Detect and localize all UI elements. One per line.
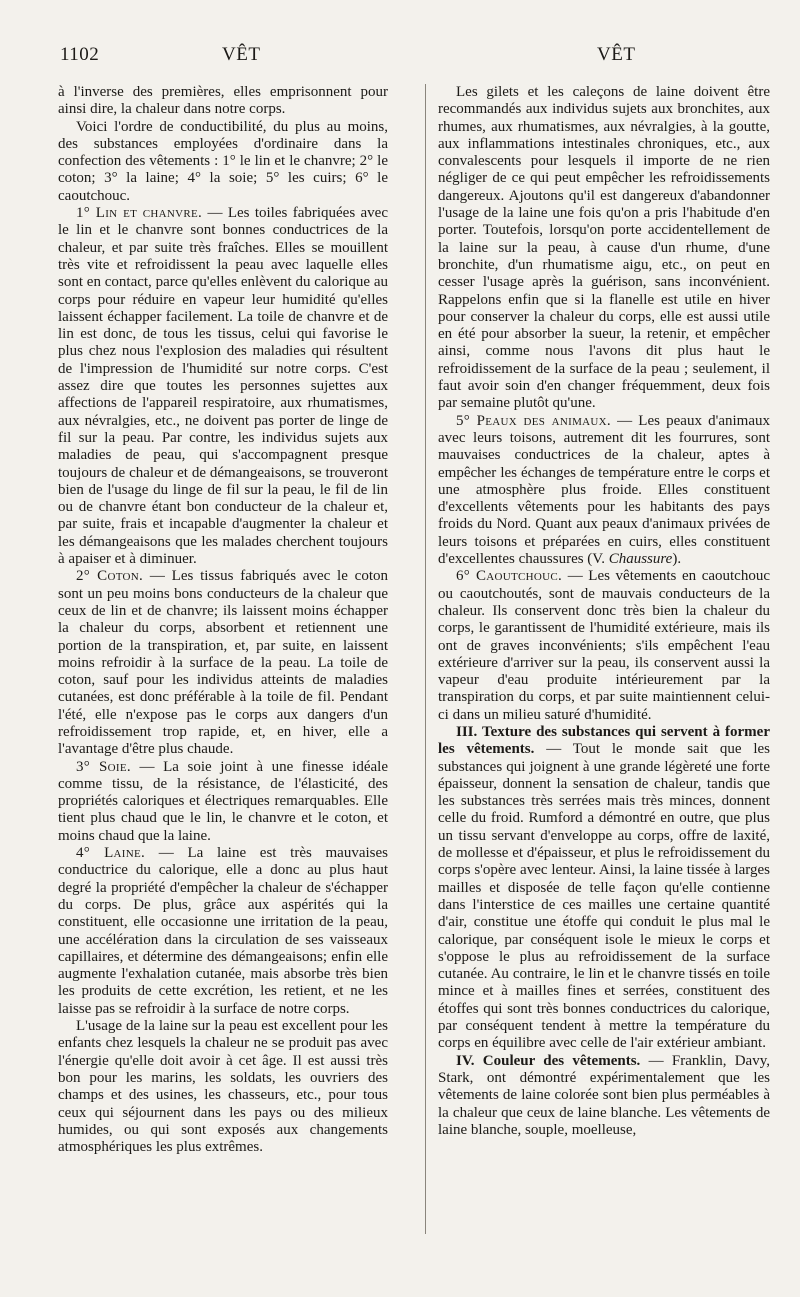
paragraph-text: — Les peaux d'animaux avec leurs toisons, autrement dit les fourrures, sont mauvaises conductrices de la chaleur, aptes à empêcher les échanges de température entre le corps et une atmosphère plus froide. Elles constituent d'excellents vêtements pour les habitants des pays froids du Nord. Quant aux peaux d'animaux privées de leurs toisons et préparées en cuirs, elles constituent d'excellentes chaussures (V. [438,412,770,568]
paragraph-text: — La laine est très mauvaises conductrice du calorique, elle a donc au plus haut degré la propriété d'empêcher la chaleur de s'échapper du corps. De plus, grâce aux aspérités qui la constituent, elle occasionne une irritation de la peau, une accélération dans la circulation de ses vaisseaux capillaires, et détermine des démangeaisons; enfin elle augmente l'exhalation cutanée, mais absorbe très bien les produits de cette excrétion, les retient, et ne les laisse pas se refroidir à la surface de notre corps. [58,845,388,1017]
section-heading: 6° Caoutchouc. [456,568,563,585]
section-heading: 1° Lin et chanvre. [76,205,203,222]
page-number: 1102 [60,44,100,65]
section-heading: 5° Peaux des animaux. [456,412,611,429]
paragraph-couleur [438,1053,770,1139]
paragraph-text: — Les tissus fabriqués avec le coton sont un peu moins bons conducteurs de la chaleur que ceux de lin et de chanvre; ils laissent moins échapper la chaleur du corps, absorbent et retiennent une portion de la transpiration, et, par suite, en laissent moins refroidir à la surface de la peau. La toile de coton, sauf pour les individus atteints de maladies cutanées, est donc préférable à la toile de fil. Pendant l'été, elle n'expose pas le corps aux dangers d'un refroidissement trop rapide, et, en hiver, elle a l'avantage d'être plus chaude. [58,568,388,758]
paragraph-text: — Les toiles fabriquées avec le lin et le chanvre sont bonnes conductrices de la chaleur, et par suite très fraîches. Elles se mouillent très vite et refroidissent la peau avec laquelle elles sont en contact, parce qu'elles enlèvent du calorique au corps pour réduire en vapeur leur humidité qu'elles laissent échapper facilement. La toile de chanvre et de lin est donc, de tous les tissus, celui qui favorise le plus chez nous l'explosion des maladies qui résultent de l'impression de l'humidité sur notre corps. C'est assez dire que toutes les personnes sujettes aux affections de l'appareil respiratoire, aux rhumatismes, aux névralgies, etc., ne doivent pas porter de linge de fil sur la peau. Par contre, les individus sujets aux maladies de peau, qui s'accompagnent presque toujours de chaleur et de démangeaisons, se trouveront bien de l'usage du linge de fil sur la peau, le fil de lin ou de chanvre étant bon conducteur de la chaleur et, par suite, frais et incapable d'augmenter la chaleur et les démangeaisons que les malades cherchent toujours à apaiser et à diminuer. [58,205,388,568]
paragraph-soie [58,759,388,845]
column-divider [425,84,426,1234]
section-heading: 4° Laine. [76,845,146,862]
paragraph-laine [58,845,388,1018]
paragraph-texture [438,724,770,1053]
running-header [60,44,790,74]
paragraph: à l'inverse des premières, elles emprisonnent pour ainsi dire, la chaleur dans notre corps. [58,84,388,118]
paragraph: Voici l'ordre de conductibilité, du plus au moins, des substances employées d'ordinaire dans la confection des vêtements : 1° le lin et le chanvre; 2° le coton; 3° la laine; 4° la soie; 5° les cuirs; 6° le caoutchouc. [58,118,388,204]
section-heading: 2° Coton. [76,568,144,585]
paragraph: Les gilets et les caleçons de laine doivent être recommandés aux individus sujets aux bronchites, aux rhumes, aux rhumatismes, aux névralgies, à la goutte, aux inflammations intestinales chroniques, etc., aux convalescents pour lesquels il importe de ne rien négliger de ce qui peut empêcher les refroidissements dangereux. Ajoutons qu'il est dangereux d'abandonner l'usage de la laine une fois qu'on a pris l'habitude d'en porter. Toutefois, lorsqu'on porte accidentellement de la laine sur la peau, à cause d'un rhume, d'une bronchite, d'un rhumatisme aigu, etc., on peut en cesser l'usage après la guérison, sans inconvénient. Rappelons enfin que si la flanelle est utile en hiver pour conserver la chaleur du corps, elle est aussi utile en été pour absorber la sueur, la retenir, et empêcher ainsi, comme nous l'avons dit plus haut le refroidissement de la surface de la peau ; seulement, il faut avoir soin d'en changer fréquemment, deux fois par semaine plutôt qu'une. [438,84,770,412]
left-column [58,84,388,1156]
paragraph-peaux [438,413,770,569]
paragraph-text: — La soie joint à une finesse idéale comme tissu, de la résistance, de l'élasticité, des propriétés caloriques et électriques remarquables. Elle tient plus chaud que le lin, le chanvre et le coton, et moins chaud que la laine. [58,758,388,844]
paragraph-text-end: ). [672,551,682,568]
paragraph-text: — Tout le monde sait que les substances qui joignent à une grande légèreté une forte épaisseur, donnent la sensation de chaleur, tandis que les substances très serrées mais très minces, donnent celle du froid. Rumford a démontré en outre, que plus un tissu servant d'enveloppe au corps, offre de laxité, de mollesse et d'épaisseur, et plus le refroidissement du corps s'opère avec lenteur. Ainsi, la laine tissée à larges mailles et disposée de telle façon qu'elle contienne dans l'interstice de ces mailles une certaine quantité d'air, constitue une étoffe qui conduit le plus mal le calorique, par conséquent isole le mieux le corps et s'oppose le plus au refroidissement de la surface cutanée. Au contraire, le lin et le chanvre tissés en toile mince et à mailles fines et serrées, constituent des étoffes qui sont très bonnes conductrices du calorique, par conséquent tendent à mettre la température du corps en équilibre avec celle de l'air extérieur ambiant. [438,741,770,1052]
paragraph-text: — Franklin, Davy, Stark, ont démontré expérimentalement que les vêtements de laine colorée sont bien plus perméables à la chaleur que ceux de laine blanche. Les vêtements de laine blanche, souple, moelleuse, [438,1052,770,1138]
paragraph-text: — Les vêtements en caoutchouc ou caoutchoutés, sont de mauvais conducteurs de la chaleur. Ils conservent donc très bien la chaleur du corps, le garantissent de l'humidité extérieure, mais ils ont de graves inconvénients; s'ils empêchent l'eau extérieure d'arriver sur la peau, ils conservent aussi la vapeur d'eau produite intérieurement par la transpiration du corps, et par suite maintiennent celui-ci dans un milieu saturé d'humidité. [438,568,770,723]
section-heading: III. Texture des substances qui servent à former les vêtements. [438,723,770,758]
right-running-title: VÊT [597,44,636,65]
paragraph: L'usage de la laine sur la peau est excellent pour les enfants chez lesquels la chaleur ne se produit pas avec l'énergie qu'elle doit avoir à cet âge. Il est aussi très bon pour les marins, les soldats, les ouvriers des champs et des usines, les chasseurs, etc., pour tous ceux qui séjournent dans les pays ou des milieux humides, ou qui sont exposés aux changements atmosphériques les plus extrêmes. [58,1018,388,1156]
right-column [438,84,770,1139]
left-running-title: VÊT [222,44,261,65]
paragraph-coton [58,568,388,758]
cross-reference: Chaussure [608,551,673,568]
section-heading: 3° Soie. [76,758,131,775]
paragraph-lin-chanvre [58,205,388,568]
section-heading: IV. Couleur des vêtements. [456,1052,641,1069]
paragraph-caoutchouc [438,568,770,724]
